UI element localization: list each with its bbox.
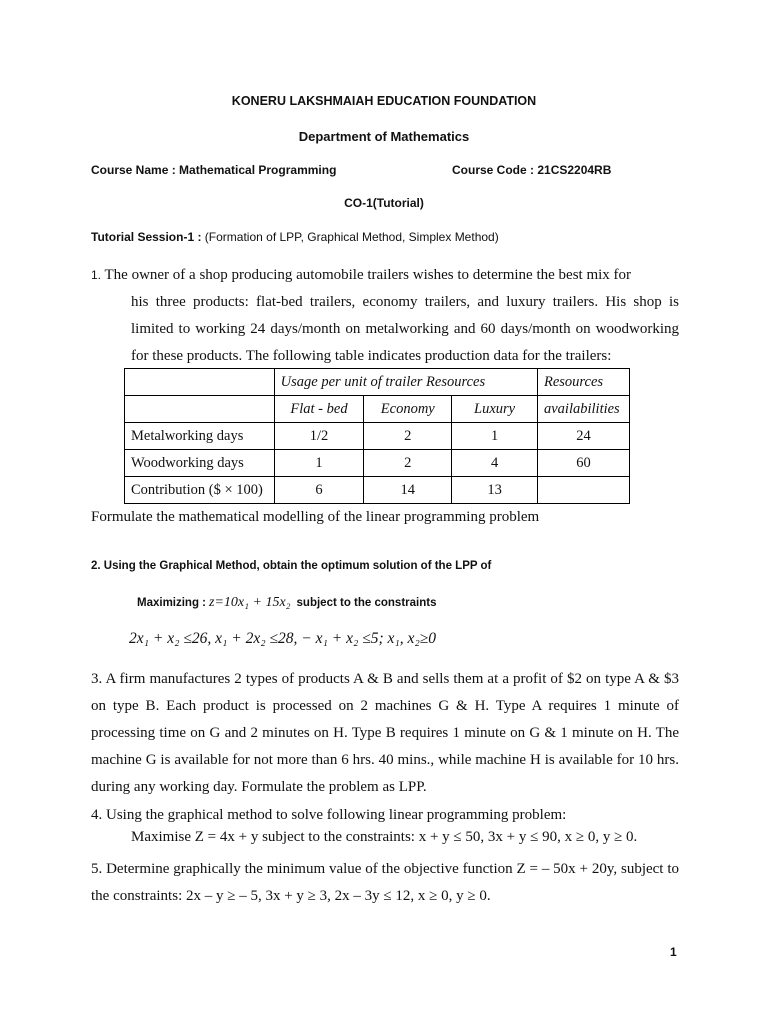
question-3: 3. A firm manufactures 2 types of products A & B and sells them at a profit of $2 on type A & $3 on type B. Each product is processed on 2 machines G & H. Type A requires 1 minute of processing time on G and 2 minutes on H. Type B requires 1 minute on G & 1 minute on H. The machine G is available for not more than 6 hrs. 40 mins., while machine H is available for 10 hrs. during any working day. Formulate the problem as LPP. (91, 671, 679, 795)
subject-label: subject to the constraints (296, 597, 437, 609)
table-cell: 1 (452, 423, 538, 450)
page-number: 1 (670, 945, 677, 959)
table-row (125, 369, 630, 396)
table-row (125, 450, 630, 477)
col-economy: Economy (364, 396, 452, 423)
question-4: 4. Using the graphical method to solve following linear programming problem: (91, 807, 567, 823)
course-code: Course Code : 21CS2204RB (452, 163, 612, 177)
table-cell: 60 (537, 450, 629, 477)
q1-closing: Formulate the mathematical modelling of the linear programming problem (91, 509, 540, 525)
table-cell (537, 477, 629, 504)
table-cell: 2 (364, 423, 452, 450)
session-prefix: Tutorial Session-1 : (91, 230, 205, 244)
table-cell: 6 (274, 477, 364, 504)
co-label: CO-1(Tutorial) (344, 196, 424, 210)
table-row (125, 396, 630, 423)
row-label: Contribution ($ × 100) (125, 477, 275, 504)
maximizing-label: Maximizing : (137, 597, 207, 609)
col-flat-bed: Flat - bed (274, 396, 364, 423)
table-cell: 14 (364, 477, 452, 504)
table-cell: 2 (364, 450, 452, 477)
trailer-production-table (124, 368, 630, 504)
session-topics: (Formation of LPP, Graphical Method, Simplex Method) (204, 230, 499, 244)
table-cell: 4 (452, 450, 538, 477)
usage-header: Usage per unit of trailer Resources (274, 369, 537, 396)
tutorial-session (91, 230, 499, 244)
question-5: 5. Determine graphically the minimum value of the objective function Z = – 50x + 20y, subject to the constraints: 2x – y ≥ – 5, 3x + y ≥ 3, 2x – 3y ≤ 12, x ≥ 0, y ≥ 0. (91, 861, 679, 904)
table-cell: 1/2 (274, 423, 364, 450)
q2-objective (137, 595, 436, 611)
col-luxury: Luxury (452, 396, 538, 423)
q2-constraints: 2x₁ + x₂ ≤26, x₁ + 2x₂ ≤28, − x₁ + x₂ ≤5; x₁, x₂≥0 (129, 630, 437, 647)
table-cell (125, 396, 275, 423)
availabilities-header: availabilities (537, 396, 629, 423)
table-row (125, 423, 630, 450)
table-row (125, 477, 630, 504)
q4-objective: Maximise Z = 4x + y subject to the constraints: x + y ≤ 50, 3x + y ≤ 90, x ≥ 0, y ≥ 0. (131, 829, 638, 845)
row-label: Metalworking days (125, 423, 275, 450)
department-title: Department of Mathematics (298, 129, 470, 144)
table-cell: 13 (452, 477, 538, 504)
question-1 (91, 262, 679, 370)
table-cell: 1 (274, 450, 364, 477)
row-label: Woodworking days (125, 450, 275, 477)
course-name: Course Name : Mathematical Programming (91, 163, 337, 177)
institution-title: KONERU LAKSHMAIAH EDUCATION FOUNDATION (231, 94, 537, 108)
resources-header: Resources (537, 369, 629, 396)
question-2: 2. Using the Graphical Method, obtain the optimum solution of the LPP of (91, 560, 492, 572)
objective-function: z=10x₁ + 15x₂ (209, 595, 291, 610)
table-cell (125, 369, 275, 396)
q1-line1: The owner of a shop producing automobile trailers wishes to determine the best mix for (104, 267, 632, 283)
q1-body: his three products: flat-bed trailers, economy trailers, and luxury trailers. His shop is limited to working 24 days/month on metalworking and 60 days/month on woodworking for these products. The following table indicates production data for the trailers: (131, 294, 679, 364)
q1-number: 1. (91, 268, 102, 282)
table-cell: 24 (537, 423, 629, 450)
